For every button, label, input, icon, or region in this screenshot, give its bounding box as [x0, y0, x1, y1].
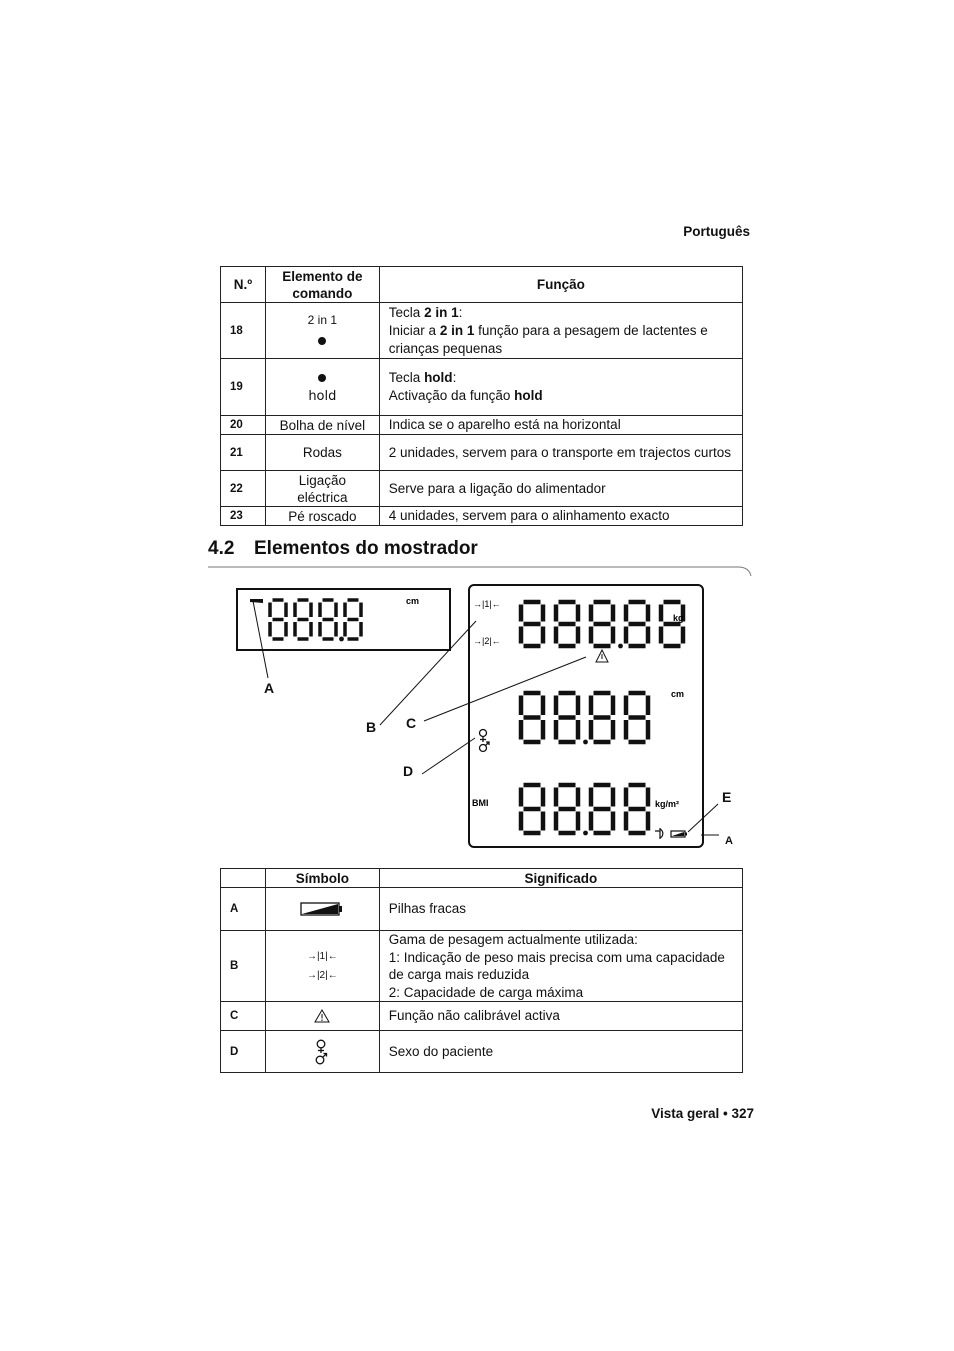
- weight-unit-label: kg: [673, 613, 684, 623]
- symbol-cell: [265, 1002, 379, 1031]
- function-cell: [379, 359, 742, 416]
- controls-table: [220, 266, 743, 526]
- meaning-line: 1: Indicação de peso mais precisa com uma capacidade de carga mais reduzida: [388, 949, 725, 982]
- warning-triangle-icon: [314, 1009, 330, 1023]
- text-fragment: :: [458, 304, 463, 320]
- table-row: [221, 416, 743, 435]
- height-unit-label: cm: [671, 689, 685, 699]
- element-cell: Rodas: [265, 435, 379, 471]
- header-key: [221, 869, 266, 888]
- section-title: Elementos do mostrador: [254, 538, 478, 559]
- table-row: [221, 471, 743, 507]
- text-fragment: Iniciar a: [388, 322, 440, 338]
- text-fragment: função para a pesagem de lactentes e crianças pequenas: [388, 322, 708, 356]
- power-plug-icon: [655, 828, 663, 839]
- callout-a-label: A: [264, 680, 275, 696]
- function-cell: 2 unidades, servem para o transporte em trajectos curtos: [379, 435, 742, 471]
- table-row: [221, 507, 743, 526]
- text-fragment: :: [452, 370, 457, 385]
- display-diagram: [0, 575, 954, 865]
- row-number: 20: [221, 416, 266, 435]
- meaning-line: 2: Capacidade de carga máxima: [388, 984, 584, 1000]
- row-number: 19: [221, 359, 266, 416]
- meaning-cell: [379, 931, 742, 1002]
- small-battery-icon: [250, 599, 263, 603]
- symbol-cell: [265, 888, 379, 931]
- section-heading: [208, 538, 478, 560]
- meaning-cell: Função não calibrável activa: [379, 1002, 742, 1031]
- decimal-point: [339, 637, 344, 642]
- meaning-cell: Sexo do paciente: [379, 1031, 742, 1073]
- symbol-cell: [265, 931, 379, 1002]
- page-language-label: Português: [683, 224, 750, 239]
- row-number: 18: [221, 303, 266, 359]
- function-cell: 4 unidades, servem para o alinhamento exacto: [379, 507, 742, 526]
- key-dot-icon: [318, 337, 326, 345]
- meaning-line: Gama de pesagem actualmente utilizada:: [388, 932, 638, 947]
- callout-b-label: B: [366, 719, 377, 735]
- bmi-label: BMI: [472, 798, 489, 808]
- two-in-one-key-label: 2 in 1: [307, 313, 338, 327]
- meaning-cell: Pilhas fracas: [379, 888, 742, 931]
- range-2-indicator: →|2|←: [473, 636, 501, 646]
- header-function: Função: [379, 267, 742, 303]
- row-key: A: [221, 888, 266, 931]
- decimal-point: [618, 644, 623, 649]
- element-cell: Ligação eléctrica: [265, 471, 379, 507]
- table-row: [221, 435, 743, 471]
- row-number: 23: [221, 507, 266, 526]
- text-fragment: Activação da função: [388, 388, 515, 403]
- row-number: 21: [221, 435, 266, 471]
- row-number: 22: [221, 471, 266, 507]
- table-row: [221, 1002, 743, 1031]
- header-element: Elemento de comando: [265, 267, 379, 303]
- battery-low-icon: [300, 902, 344, 916]
- row-key: D: [221, 1031, 266, 1073]
- warning-triangle-icon: [596, 650, 608, 662]
- row-key: C: [221, 1002, 266, 1031]
- function-cell: [379, 303, 742, 359]
- table-row: [221, 888, 743, 931]
- header-symbol: Símbolo: [265, 869, 379, 888]
- gender-icon: [480, 730, 490, 752]
- table-row: [221, 359, 743, 416]
- text-bold: 2 in 1: [424, 304, 459, 320]
- page-footer: Vista geral • 327: [651, 1106, 754, 1121]
- text-fragment: Tecla: [388, 304, 425, 320]
- table-row: [221, 303, 743, 359]
- text-bold: hold: [424, 370, 453, 385]
- decimal-point: [583, 831, 588, 836]
- text-bold: 2 in 1: [439, 322, 475, 338]
- gender-icon: [314, 1038, 330, 1066]
- range-1-icon: →|1|←: [306, 951, 338, 962]
- element-cell: Bolha de nível: [265, 416, 379, 435]
- element-cell: [265, 303, 379, 359]
- element-cell: Pé roscado: [265, 507, 379, 526]
- table-row: [221, 931, 743, 1002]
- key-dot-icon: [318, 374, 326, 382]
- table-row: [221, 1031, 743, 1073]
- decimal-point: [583, 740, 588, 745]
- header-meaning: Significado: [379, 869, 742, 888]
- symbols-table: [220, 868, 743, 1073]
- callout-c-label: C: [406, 715, 417, 731]
- callout-e-label: E: [722, 789, 732, 805]
- callout-a2-label: A: [725, 835, 733, 847]
- battery-icon: [671, 831, 687, 837]
- row-key: B: [221, 931, 266, 1002]
- small-unit-label: cm: [406, 596, 420, 606]
- callout-d-label: D: [403, 763, 414, 779]
- function-cell: Serve para a ligação do alimentador: [379, 471, 742, 507]
- element-cell: [265, 359, 379, 416]
- hold-key-label: hold: [308, 389, 337, 404]
- text-bold: hold: [514, 388, 543, 403]
- section-number: 4.2: [208, 538, 235, 559]
- text-fragment: Tecla: [388, 370, 425, 385]
- header-num: N.º: [221, 267, 266, 303]
- function-cell: Indica se o aparelho está na horizontal: [379, 416, 742, 435]
- symbol-cell: [265, 1031, 379, 1073]
- range-2-icon: →|2|←: [306, 970, 338, 981]
- bmi-unit-label: kg/m²: [655, 799, 680, 809]
- range-1-indicator: →|1|←: [473, 599, 501, 609]
